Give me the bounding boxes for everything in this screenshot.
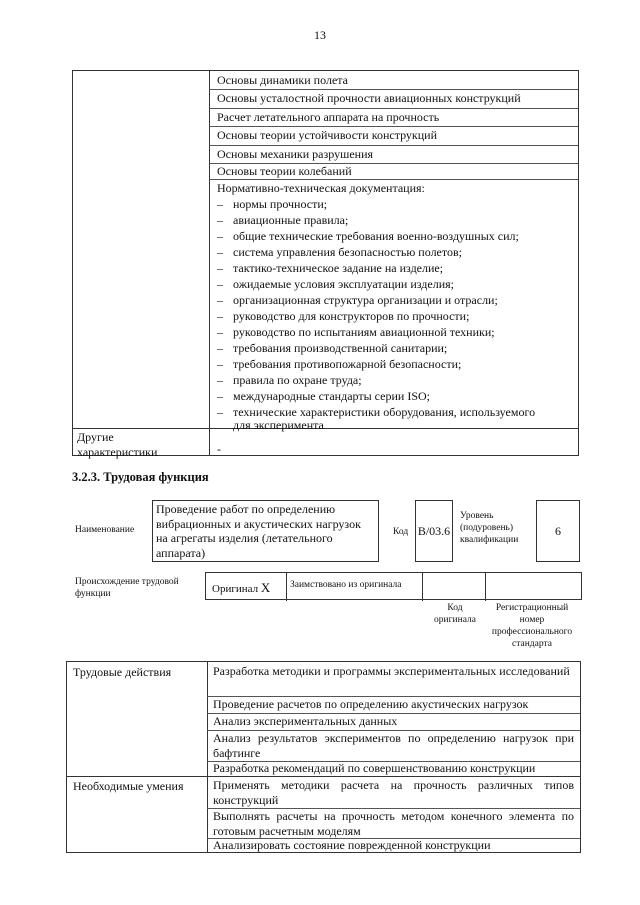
labor-action-item: Разработка рекомендаций по совершенствованию конструкции: [213, 761, 536, 775]
actions-table: [66, 661, 581, 853]
origin-checkmark: X: [260, 580, 271, 595]
code-original-label: Код оригинала: [434, 603, 476, 625]
list-item: – общие технические требования военно-воздушных сил;: [217, 229, 519, 243]
list-item: – требования противопожарной безопасности;: [217, 357, 462, 371]
column-divider: [209, 71, 210, 455]
list-item: – требования производственной санитарии;: [217, 341, 448, 355]
list-item: – система управления безопасностью полетов;: [217, 245, 462, 259]
origin-label: Происхождение трудовой функции: [75, 577, 179, 599]
list-item: – организационная структура организации и отрасли;: [217, 293, 498, 307]
list-item: – технические характеристики оборудования, используемого: [217, 405, 536, 419]
origin-borrowed: Заимствовано из оригинала: [290, 580, 402, 590]
list-item: – руководство по испытаниям авиационной техники;: [217, 325, 495, 339]
other-characteristics-label: Другие характеристики: [77, 430, 158, 459]
knowledge-item: Расчет летательного аппарата на прочность: [217, 110, 440, 124]
origin-original: Оригинал X: [212, 580, 271, 595]
row-divider: [67, 776, 580, 777]
list-item: – руководство для конструкторов по прочности;: [217, 309, 470, 323]
level-label: Уровень (подуровень) квалификации: [460, 511, 519, 545]
knowledge-item: Основы теории колебаний: [217, 164, 352, 178]
cell-divider: [422, 573, 423, 601]
knowledge-item: Основы усталостной прочности авиационных конструкций: [217, 91, 521, 105]
page-number: 13: [314, 28, 326, 42]
normative-heading: Нормативно-техническая документация:: [217, 181, 425, 195]
cell-divider: [286, 573, 287, 601]
knowledge-item: Основы механики разрушения: [217, 147, 374, 161]
knowledge-table: [72, 70, 579, 459]
level-box: 6: [536, 500, 580, 562]
section-title: 3.2.3. Трудовая функция: [72, 470, 209, 484]
cell-divider: [485, 573, 486, 601]
knowledge-item: Основы теории устойчивости конструкций: [217, 128, 438, 142]
reg-number-label: Регистрационный номер профессионального стандарта: [491, 603, 573, 649]
list-item: – тактико-техническое задание на изделие;: [217, 261, 444, 275]
list-item: – ожидаемые условия эксплуатации изделия;: [217, 277, 454, 291]
function-name-box: Проведение работ по определению вибрационных и акустических нагрузок на агрегаты изделия (летательного аппарата): [152, 500, 379, 562]
skills-label: Необходимые умения: [73, 779, 184, 793]
column-divider: [207, 662, 208, 852]
name-label: Наименование: [75, 525, 135, 535]
code-box: B/03.6: [415, 500, 453, 562]
labor-action-item: Проведение расчетов по определению акустических нагрузок: [213, 697, 529, 711]
code-label: Код: [393, 527, 409, 537]
other-characteristics-value: -: [217, 442, 221, 456]
skill-item: Анализировать состояние поврежденной конструкции: [213, 838, 491, 852]
labor-action-item: Анализ экспериментальных данных: [213, 714, 398, 728]
skill-item: Выполнять расчеты на прочность методом конечного элемента по готовым расчетным моделям: [213, 809, 574, 838]
labor-actions-label: Трудовые действия: [73, 665, 172, 679]
list-item: – правила по охране труда;: [217, 373, 362, 387]
list-item: – международные стандарты серии ISO;: [217, 389, 430, 403]
origin-table: [205, 572, 582, 600]
knowledge-item: Основы динамики полета: [217, 73, 348, 87]
labor-action-item: Разработка методики и программы экспериментальных исследований: [213, 664, 570, 678]
labor-action-item: Анализ результатов экспериментов по определению нагрузок при бафтинге: [213, 731, 574, 760]
list-item-continuation: для эксперимента: [233, 418, 324, 432]
list-item: – авиационные правила;: [217, 213, 349, 227]
skill-item: Применять методики расчета на прочность различных типов конструкций: [213, 778, 574, 807]
list-item: – нормы прочности;: [217, 197, 328, 211]
